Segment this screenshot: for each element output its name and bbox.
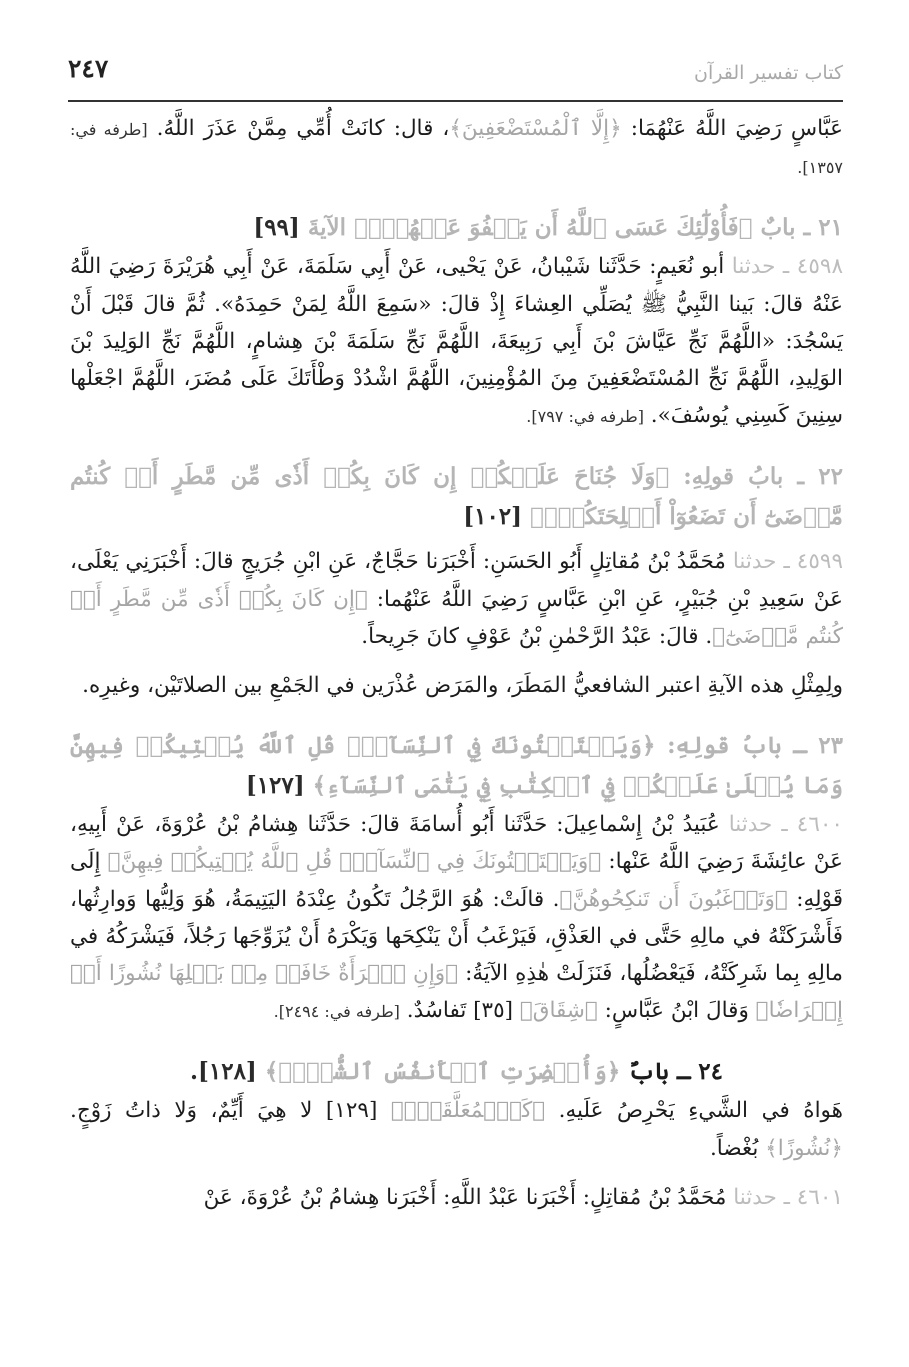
- running-title: كتاب تفسير القرآن: [694, 62, 843, 84]
- hadith-4600: ٤٦٠٠ ـ حدثنا عُبَيدُ بْنُ إِسْماعِيلَ: حَدَّثَنا أَبُو أُسامَةَ قالَ: حَدَّثَنا هِشامُ بْنُ عُرْوَةَ، عَنْ أَبِيهِ، عَنْ عائِشَةَ رَضِيَ اللَّهُ عَنْها: ﴿وَيَسۡتَفۡتُونَكَ فِي ٱلنِّسَآءِۖ قُلِ ٱللَّهُ يُفۡتِيكُمۡ فِيهِنَّ﴾ إِلَى قَوْلِهِ: ﴿وَتَرۡغَبُونَ أَن تَنكِحُوهُنَّ﴾. قالَتْ: هُوَ الرَّجُلُ تَكُونُ عِنْدَهُ اليَتِيمَةُ، هُوَ وَلِيُّها وَوارِثُها، فَأَشْرَكَتْهُ في مالِهِ حَتَّى في العَذْقِ، فَيَرْغَبُ أَنْ يَنْكِحَها وَيَكْرَهُ أَنْ يُزَوِّجَها رَجُلاً، فَيَشْرَكُهُ في مالِهِ بِما شَرِكَتْهُ، فَيَعْضُلُها، فَنَزَلَتْ هٰذِهِ الآيَةُ: ﴿وَإِنِ ٱمۡرَأَةٌ خَافَتۡ مِنۢ بَعۡلِهَا نُشُوزًا أَوۡ إِعۡرَاضٗا﴾ وَقالَ ابْنُ عَبَّاسٍ: ﴿شِقَاقَ﴾ [٣٥] تَفاسُدٌ. [طرفه في: ٢٤٩٤].: [70, 812, 844, 1024]
- quran-quote: ﴿شِقَاقَ﴾: [519, 998, 598, 1024]
- quran-quote: ﴿نُشُوزًا﴾: [765, 1135, 843, 1161]
- hadith-4599: ٤٥٩٩ ـ حدثنا مُحَمَّدُ بْنُ مُقاتِلٍ أَبُو الحَسَنِ: أَخْبَرَنا حَجَّاجٌ، عَنِ ابْنِ جُرَيجٍ قالَ: أَخْبَرَنِي يَعْلَى، عَنْ سَعِيدِ بْنِ جُبَيْرٍ، عَنِ ابْنِ عَبَّاسٍ رَضِيَ اللَّهُ عَنْهُما: ﴿إِن كَانَ بِكُمۡ أَذٗى مِّن مَّطَرٍ أَوۡ كُنتُم مَّرۡضَىٰٓ﴾. قالَ: عَبْدُ الرَّحْمٰنِ بْنُ عَوْفٍ كانَ جَرِيحاً.: [70, 549, 843, 649]
- page-number: ٢٤٧: [68, 54, 109, 83]
- hadith-4598: ٤٥٩٨ ـ حدثنا أبو نُعَيمٍ: حَدَّثَنا شَيْبانُ، عَنْ يَحْيى، عَنْ أَبِي سَلَمَةَ، عَنْ أَبِي هُرَيْرَةَ رَضِيَ اللَّهُ عَنْهُ قالَ: بَينا النَّبِيُّ ﷺ يُصَلِّي العِشاءَ إِذْ قالَ: «سَمِعَ اللَّهُ لِمَنْ حَمِدَهُ». ثُمَّ قالَ قَبْلَ أَنْ يَسْجُدَ: «اللَّهُمَّ نَجِّ عَيَّاشَ بْنَ أَبِي رَبِيعَةَ، اللَّهُمَّ نَجِّ سَلَمَةَ بْنَ هِشامٍ، اللَّهُمَّ نَجِّ الوَلِيدَ بْنَ الوَلِيدِ، اللَّهُمَّ نَجِّ المُسْتَضْعَفِينَ مِنَ المُؤْمِنِينَ، اللَّهُمَّ اشْدُدْ وَطْأَتَكَ عَلَى مُضَرَ، اللَّهُمَّ اجْعَلْها سِنِينَ كَسِنِي يُوسُفَ». [طرفه في: ٧٩٧].: [70, 254, 843, 429]
- hadith-4601: ٤٦٠١ ـ حدثنا مُحَمَّدُ بْنُ مُقاتِلٍ: أَخْبَرَنا عَبْدُ اللَّهِ: أَخْبَرَنا هِشامُ بْنُ عُرْوَةَ، عَنْ: [203, 1184, 843, 1210]
- hadith-number: ٤٦٠٠ ـ حدثنا: [719, 812, 843, 838]
- quran-quote: ﴿إِلَّا ٱلْمُسْتَضْعَفِينَ﴾: [449, 116, 622, 141]
- chapter-heading-23: ٢٣ ـ بابُ قولِهِ: ﴿وَيَسۡتَفۡتُونَكَ فِي ٱلنِّسَآءِۖ قُلِ ٱللَّهُ يُفۡتِيكُمۡ فِيهِنَّ وَمَا يُتۡلَىٰ عَلَيۡكُمۡ فِي ٱلۡكِتَٰبِ فِي يَتَٰمَى ٱلنِّسَآءِ﴾ [١٢٧]: [70, 732, 843, 800]
- commentary-note: ولِمِثْلِ هذه الآيةِ اعتبر الشافعيُّ المَطَرَ، والمَرَض عُذْرَين في الجَمْعِ بين الصلاتَيْن، وغيرِه.: [82, 673, 843, 699]
- hadith-number: ٤٥٩٩ ـ حدثنا: [725, 549, 843, 575]
- quran-quote: ﴿إِن كَانَ بِكُمۡ أَذٗى مِّن مَّطَرٍ أَوۡ كُنتُم مَّرۡضَىٰٓ﴾: [70, 586, 843, 649]
- chapter-heading-22: ٢٢ ـ بابُ قولِهِ: ﴿وَلَا جُنَاحَ عَلَيۡكُمۡ إِن كَانَ بِكُمۡ أَذٗى مِّن مَّطَرٍ أَوۡ كُنتُم مَّرۡضَىٰٓ أَن تَضَعُوٓاْ أَسۡلِحَتَكُمۡۖ﴾ [١٠٢]: [70, 463, 843, 531]
- chapter-heading-21: ٢١ ـ بابٌ ﴿فَأُوْلَٰٓئِكَ عَسَى ٱللَّهُ أَن يَعۡفُوَ عَنۡهُمۡۚ﴾ الآيةَ [٩٩]: [253, 214, 843, 242]
- hadith-number: ٤٦٠١ ـ حدثنا: [726, 1184, 843, 1210]
- page-header: [68, 52, 843, 94]
- chapter-heading-24: ٢٤ ـ بابٌ ﴿وَأُحۡضِرَتِ ٱلۡأَنفُسُ ٱلشُّحَّۚ﴾ [١٢٨].: [189, 1058, 724, 1086]
- cross-reference: [طرفه في: ٢٤٩٤].: [273, 1002, 400, 1022]
- quran-quote: ﴿كَٱلۡمُعَلَّقَةِۚ﴾: [390, 1098, 546, 1124]
- gloss-paragraph: هَواهُ في الشَّيءِ يَحْرِصُ عَلَيهِ. ﴿كَٱلۡمُعَلَّقَةِۚ﴾ [١٢٩] لا هِيَ أَيِّمٌ، وَلا ذاتُ زَوْجٍ. ﴿نُشُوزًا﴾ بُغْضاً.: [70, 1098, 843, 1161]
- quran-quote: ﴿وَيَسۡتَفۡتُونَكَ فِي ٱلنِّسَآءِۖ قُلِ ٱللَّهُ يُفۡتِيكُمۡ فِيهِنَّ﴾: [107, 849, 602, 875]
- quran-quote: ﴿وَتَرۡغَبُونَ أَن تَنكِحُوهُنَّ﴾: [559, 886, 788, 912]
- cross-reference: [طرفه في: ١٣٥٧].: [70, 120, 843, 178]
- header-rule: [68, 100, 843, 102]
- hadith-number: ٤٥٩٨ ـ حدثنا: [724, 254, 843, 280]
- cross-reference: [طرفه في: ٧٩٧].: [526, 407, 644, 427]
- page-body: [70, 110, 843, 1216]
- paragraph-continuation: عَبَّاسٍ رَضِيَ اللَّهُ عَنْهُمَا: ﴿إِلَّا ٱلْمُسْتَضْعَفِينَ﴾، قال: كانَتْ أُمِّي مِمَّنْ عَذَرَ اللَّهُ. [طرفه في: ١٣٥٧].: [70, 116, 843, 178]
- quran-quote: ﴿وَإِنِ ٱمۡرَأَةٌ خَافَتۡ مِنۢ بَعۡلِهَا نُشُوزًا أَوۡ إِعۡرَاضٗا﴾: [70, 961, 843, 1024]
